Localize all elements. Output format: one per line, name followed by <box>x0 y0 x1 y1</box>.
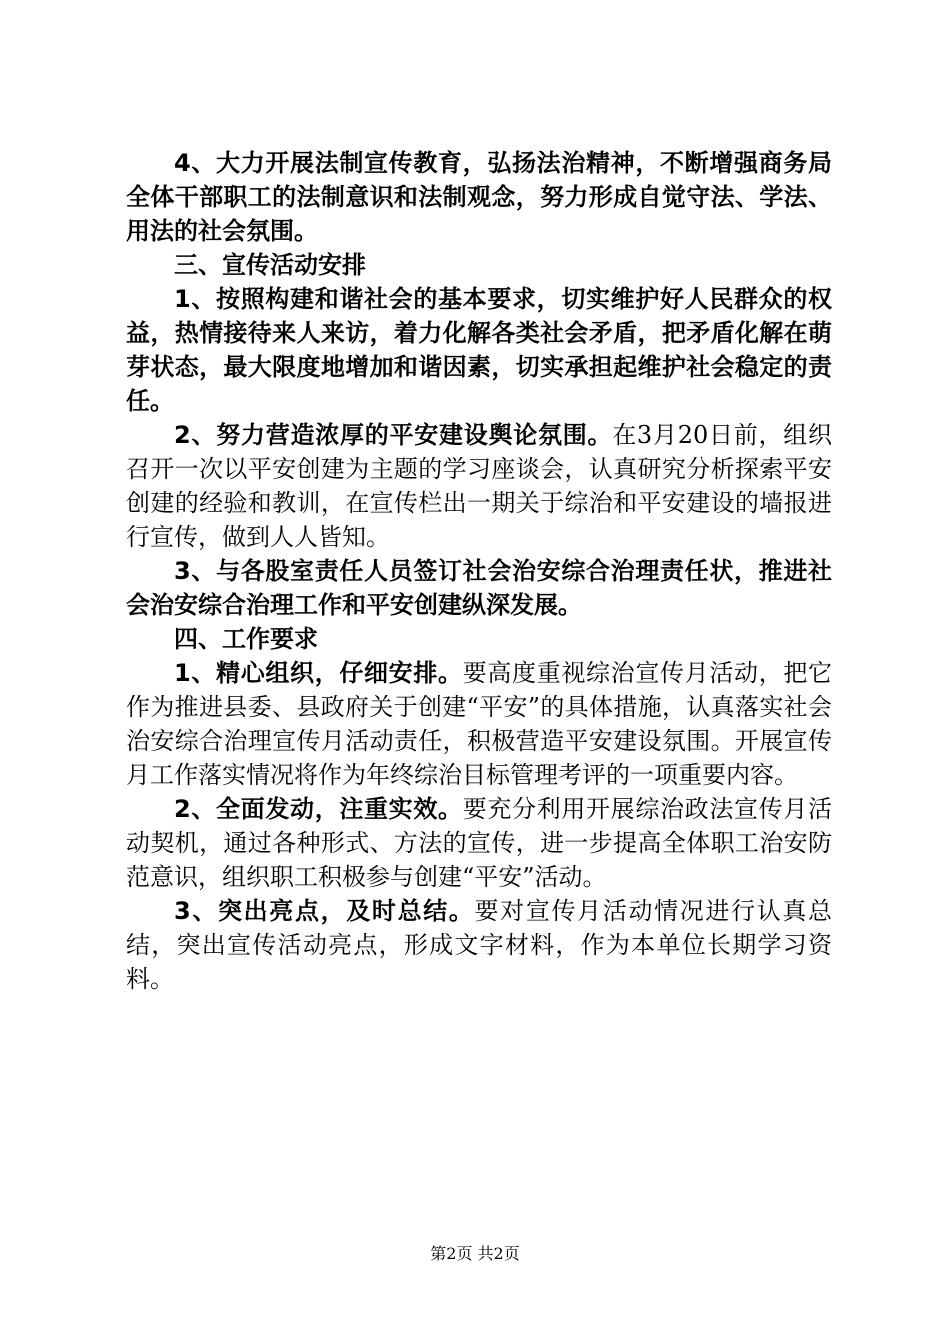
paragraph-4-legal-education: 4、大力开展法制宣传教育，弘扬法治精神，不断增强商务局全体干部职工的法制意识和法制观念，努力形成自觉守法、学法、用法的社会氛围。 <box>126 149 832 245</box>
paragraph-arrangement-2-body: 在3月20日前，组织召开一次以平安创建为主题的学习座谈会，认真研究分析探索平安创建的经验和教训，在宣传栏出一期关于综治和平安建设的墙报进行宣传，做到人人皆知。 <box>126 421 832 551</box>
paragraph-arrangement-1: 1、按照构建和谐社会的基本要求，切实维护好人民群众的权益，热情接待来人来访，着力化解各类社会矛盾，把矛盾化解在萌芽状态，最大限度地增加和谐因素，切实承担起维护社会稳定的责任。 <box>126 285 832 415</box>
section-heading-work-requirements: 四、工作要求 <box>174 625 318 653</box>
paragraph-requirement-2 <box>126 792 832 894</box>
document-body <box>126 146 832 996</box>
paragraph-requirement-2-body: 要充分利用开展综治政法宣传月活动契机，通过各种形式、方法的宣传，进一步提高全体职工治安防范意识，组织职工积极参与创建“平安”活动。 <box>126 795 833 891</box>
section-heading-publicity-arrangement: 三、宣传活动安排 <box>174 251 366 279</box>
page-number-footer: 第2页 共2页 <box>430 1244 520 1263</box>
paragraph-arrangement-2-lead: 2、努力营造浓厚的平安建设舆论氛围。 <box>174 421 613 449</box>
paragraph-requirement-3-lead: 3、突出亮点，及时总结。 <box>174 897 475 925</box>
paragraph-requirement-3 <box>126 894 832 996</box>
paragraph-requirement-1 <box>126 656 832 792</box>
paragraph-requirement-3-body: 要对宣传月活动情况进行认真总结，突出宣传活动亮点，形成文字材料，作为本单位长期学习资料。 <box>126 897 833 993</box>
paragraph-arrangement-3: 3、与各股室责任人员签订社会治安综合治理责任状，推进社会治安综合治理工作和平安创建纵深发展。 <box>126 557 832 619</box>
paragraph-requirement-1-body: 要高度重视综治宣传月活动，把它作为推进县委、县政府关于创建“平安”的具体措施，认真落实社会治安综合治理宣传月活动责任，积极营造平安建设氛围。开展宣传月工作落实情况将作为年终综治目标管理考评的一项重要内容。 <box>126 659 833 789</box>
paragraph-requirement-1-lead: 1、精心组织，仔细安排。 <box>174 659 463 687</box>
paragraph-requirement-2-lead: 2、全面发动，注重实效。 <box>174 795 463 823</box>
paragraph-arrangement-2 <box>126 418 832 554</box>
